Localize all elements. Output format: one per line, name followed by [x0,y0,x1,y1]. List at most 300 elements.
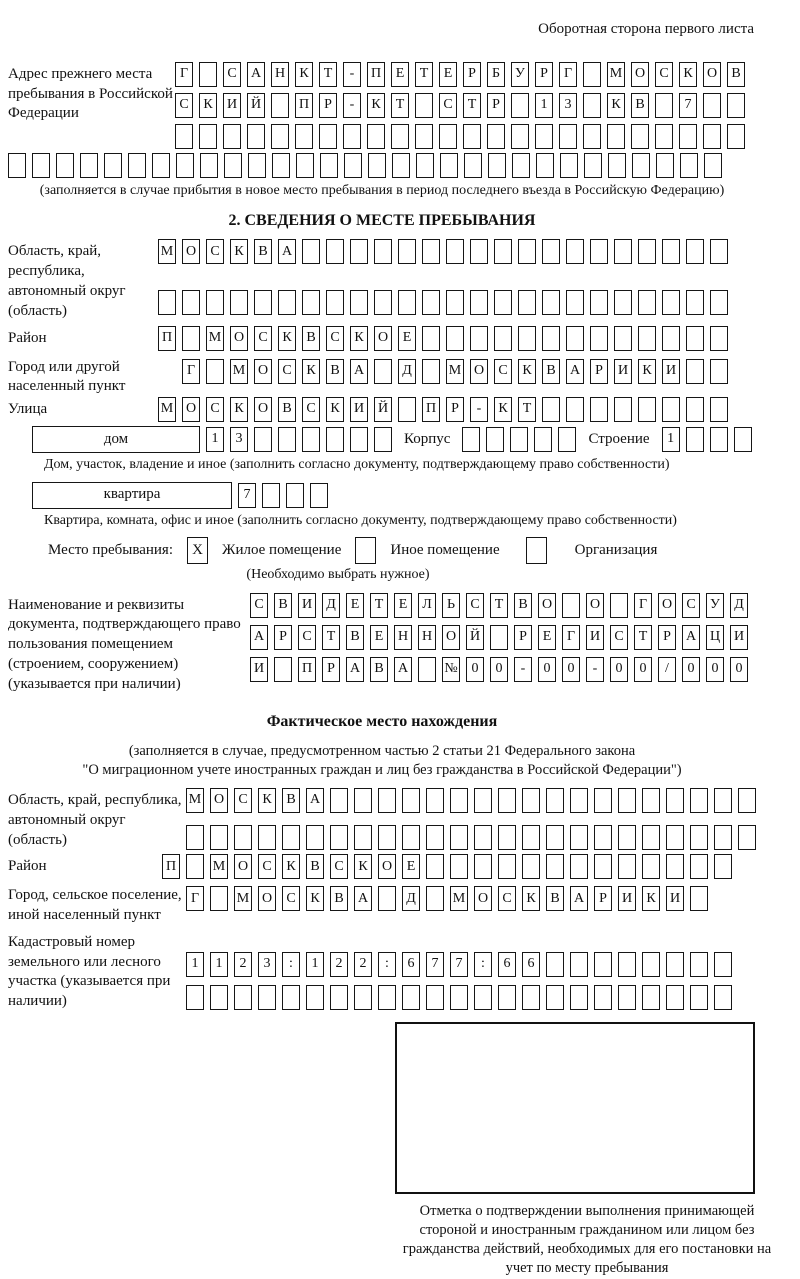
form-cell: Й [374,397,392,422]
form-cell [655,124,673,149]
form-cell: А [306,788,324,813]
form-cell [374,427,392,452]
form-cell [104,153,122,178]
form-cell [614,290,632,315]
form-cell: В [514,593,532,618]
form-cell: 6 [498,952,516,977]
form-cell [686,290,704,315]
form-cell: 7 [679,93,697,118]
form-cell [374,359,392,384]
form-cell [642,825,660,850]
form-cell [182,290,200,315]
form-cell [302,290,320,315]
form-cell: О [254,397,272,422]
form-cell [638,239,656,264]
form-cell: В [274,593,292,618]
form-cell: С [223,62,241,87]
form-cell [494,239,512,264]
form-cell [690,854,708,879]
form-cell: Т [415,62,433,87]
form-cell: С [326,326,344,351]
form-cell: В [370,657,388,682]
form-cell: Е [370,625,388,650]
document-row-1 [250,593,748,618]
form-cell [446,326,464,351]
form-cell: Д [402,886,420,911]
form-cell: М [607,62,625,87]
fact-city-field [8,883,756,926]
form-cell [642,985,660,1010]
apartment-cells [238,483,328,508]
actual-location-subtitle-2: "О миграционном учете иностранных граждан и лиц без гражданства в Российской Федерации") [82,761,682,778]
form-cell [474,985,492,1010]
form-cell [176,153,194,178]
form-cell [350,239,368,264]
form-cell [522,788,540,813]
form-cell: Д [730,593,748,618]
form-cell: А [350,359,368,384]
form-cell [536,153,554,178]
form-cell: А [570,886,588,911]
form-cell [522,854,540,879]
form-cell: Й [247,93,265,118]
form-cell: Н [418,625,436,650]
form-cell [330,985,348,1010]
form-cell: / [658,657,676,682]
form-cell: Р [463,62,481,87]
street-field [8,397,756,422]
form-cell [558,427,576,452]
region-row-1 [158,239,728,264]
form-cell: М [234,886,252,911]
form-cell: И [298,593,316,618]
form-cell: К [522,886,540,911]
form-cell: 2 [354,952,372,977]
form-cell: - [343,93,361,118]
form-cell [186,854,204,879]
form-cell [439,124,457,149]
form-cell [594,985,612,1010]
form-cell: Р [590,359,608,384]
form-cell: О [442,625,460,650]
form-cell [392,153,410,178]
form-cell: Р [487,93,505,118]
house-cells [206,427,392,452]
form-cell: К [306,886,324,911]
form-cell: С [206,239,224,264]
form-cell: О [378,854,396,879]
form-cell: У [706,593,724,618]
form-cell: М [450,886,468,911]
form-cell: П [367,62,385,87]
form-cell [330,788,348,813]
form-cell: К [199,93,217,118]
form-cell: С [494,359,512,384]
form-cell: 1 [186,952,204,977]
form-cell: Е [538,625,556,650]
form-cell [518,326,536,351]
form-cell [512,153,530,178]
form-cell: Е [439,62,457,87]
form-cell: В [727,62,745,87]
form-cell [490,625,508,650]
form-cell [522,985,540,1010]
form-cell [714,788,732,813]
form-cell [462,427,480,452]
form-cell [464,153,482,178]
form-cell [638,290,656,315]
form-cell: С [206,397,224,422]
form-cell [230,290,248,315]
form-cell: - [586,657,604,682]
form-cell [56,153,74,178]
prev-address-row-2 [175,93,745,118]
form-cell [378,825,396,850]
form-cell: А [354,886,372,911]
form-cell: И [250,657,268,682]
form-cell: 0 [562,657,580,682]
form-cell: М [446,359,464,384]
form-cell: И [223,93,241,118]
form-cell [398,239,416,264]
region-label: Область, край, республика, автономный округ (область) [8,243,126,319]
form-cell: И [618,886,636,911]
form-cell: Т [518,397,536,422]
form-cell: 0 [682,657,700,682]
form-cell [546,854,564,879]
form-cell [662,239,680,264]
form-cell: С [175,93,193,118]
fact-district-label: Район [8,858,47,875]
form-cell [474,825,492,850]
form-cell [254,427,272,452]
form-cell [158,290,176,315]
form-cell [594,825,612,850]
form-cell: И [666,886,684,911]
form-cell [727,124,745,149]
prev-address-label: Адрес прежнего места пребывания в Российской Федерации [8,65,173,122]
form-cell [734,427,752,452]
form-cell: К [258,788,276,813]
form-cell: П [298,657,316,682]
form-cell [402,788,420,813]
form-cell: В [302,326,320,351]
stay-type-row [48,537,756,564]
form-cell [510,427,528,452]
form-cell [642,854,660,879]
form-cell [210,825,228,850]
form-cell [542,326,560,351]
form-cell: К [367,93,385,118]
form-cell: О [374,326,392,351]
form-cell [679,124,697,149]
form-cell: О [470,359,488,384]
form-cell [583,124,601,149]
form-cell: С [466,593,484,618]
form-cell [446,290,464,315]
form-cell [426,854,444,879]
form-cell: - [343,62,361,87]
form-cell: 0 [490,657,508,682]
fact-region-field [8,788,756,850]
form-cell: А [278,239,296,264]
form-cell [686,239,704,264]
form-cell [422,359,440,384]
form-cell [486,427,504,452]
form-cell: - [514,657,532,682]
form-cell [703,93,721,118]
form-cell [590,239,608,264]
form-cell [498,985,516,1010]
form-cell: Г [186,886,204,911]
form-cell: 3 [258,952,276,977]
document-row-2 [250,625,748,650]
form-cell [402,825,420,850]
house-caption: Дом, участок, владение и иное (заполнить согласно документу, подтверждающему право собственности) [44,457,670,473]
form-cell [614,397,632,422]
form-cell: Р [514,625,532,650]
form-cell: К [607,93,625,118]
form-cell [450,854,468,879]
cadastral-row-2 [186,985,732,1010]
form-cell [415,124,433,149]
form-cell [618,985,636,1010]
form-cell [175,124,193,149]
form-cell: Д [398,359,416,384]
form-cell: Р [446,397,464,422]
form-cell: Ь [442,593,460,618]
form-cell: В [542,359,560,384]
form-cell: 7 [238,483,256,508]
form-cell: Е [394,593,412,618]
form-cell [710,397,728,422]
form-cell: К [638,359,656,384]
form-cell [474,788,492,813]
form-cell: : [378,952,396,977]
form-cell [590,326,608,351]
form-cell: Л [418,593,436,618]
form-cell [398,290,416,315]
form-cell [354,825,372,850]
stay-option-organization-checkbox [526,537,547,564]
section2-title: 2. СВЕДЕНИЯ О МЕСТЕ ПРЕБЫВАНИЯ [228,212,536,230]
house-type-box: дом [32,426,200,453]
form-cell [398,397,416,422]
form-cell: Е [346,593,364,618]
form-cell: К [494,397,512,422]
form-cell [378,788,396,813]
form-cell [560,153,578,178]
form-cell: С [498,886,516,911]
fact-district-field [8,854,756,879]
form-cell: К [518,359,536,384]
form-cell [662,290,680,315]
form-cell [590,290,608,315]
page-side-note: Оборотная сторона первого листа [538,21,754,37]
form-cell [511,124,529,149]
form-cell: № [442,657,460,682]
form-cell: 1 [306,952,324,977]
prev-address-row-4 [8,153,756,178]
form-cell: Т [634,625,652,650]
fact-region-row-2 [186,825,756,850]
form-cell [302,239,320,264]
form-cell: 2 [234,952,252,977]
form-cell [310,483,328,508]
form-cell: Г [559,62,577,87]
form-cell [470,326,488,351]
form-cell: : [474,952,492,977]
form-cell [374,239,392,264]
form-cell: С [655,62,673,87]
form-cell: О [258,886,276,911]
form-cell: С [330,854,348,879]
form-cell [210,886,228,911]
form-cell [727,93,745,118]
form-cell [206,290,224,315]
form-cell [415,93,433,118]
form-cell: П [158,326,176,351]
form-cell: 3 [230,427,248,452]
form-cell [426,886,444,911]
form-cell [738,788,756,813]
form-cell: П [162,854,180,879]
form-cell [714,854,732,879]
form-cell [450,788,468,813]
form-cell: 0 [610,657,628,682]
form-cell: Р [322,657,340,682]
form-cell: К [230,239,248,264]
form-cell: А [566,359,584,384]
form-cell: - [470,397,488,422]
form-cell [583,93,601,118]
form-cell [186,825,204,850]
form-cell [518,239,536,264]
form-cell [570,825,588,850]
form-cell [690,985,708,1010]
form-cell: Е [398,326,416,351]
form-cell: 1 [535,93,553,118]
form-cell: У [511,62,529,87]
form-cell [422,239,440,264]
form-cell: Р [535,62,553,87]
district-label: Район [8,329,47,346]
form-cell: А [247,62,265,87]
form-cell [570,985,588,1010]
stroenie-cells [662,427,752,452]
district-field [8,326,756,351]
form-cell [234,985,252,1010]
region-row-2 [158,290,728,315]
city-row [182,359,728,384]
form-cell [710,359,728,384]
form-cell: В [346,625,364,650]
form-cell: Р [594,886,612,911]
form-cell: В [631,93,649,118]
form-cell: С [234,788,252,813]
form-cell: С [439,93,457,118]
form-cell: 7 [426,952,444,977]
document-row-3 [250,657,748,682]
form-cell: О [210,788,228,813]
form-cell [470,239,488,264]
form-cell [470,290,488,315]
form-cell [128,153,146,178]
form-cell: Г [634,593,652,618]
prev-address-row-1 [175,62,745,87]
form-cell [343,124,361,149]
form-cell [182,326,200,351]
form-cell: 0 [730,657,748,682]
form-cell [498,854,516,879]
form-cell: О [538,593,556,618]
stay-type-note: (Необходимо выбрать нужное) [246,567,430,583]
form-cell [655,93,673,118]
form-cell [426,825,444,850]
form-cell [546,825,564,850]
form-cell: С [258,854,276,879]
form-cell: И [350,397,368,422]
form-cell [254,290,272,315]
form-cell [416,153,434,178]
form-cell: Ц [706,625,724,650]
stay-option-other-checkbox [355,537,376,564]
form-cell [199,124,217,149]
form-cell [426,985,444,1010]
form-cell: П [422,397,440,422]
form-cell [614,326,632,351]
form-cell [271,124,289,149]
form-cell [274,657,292,682]
form-cell [594,952,612,977]
form-cell [570,854,588,879]
form-cell [302,427,320,452]
form-cell [223,124,241,149]
form-cell: Б [487,62,505,87]
form-cell: М [210,854,228,879]
form-cell [402,985,420,1010]
street-row [158,397,728,422]
form-cell: К [278,326,296,351]
form-cell: Т [463,93,481,118]
form-cell [258,985,276,1010]
cadastral-label: Кадастровый номер земельного или лесного участка (указывается при наличии) [8,933,171,1010]
stay-type-label: Место пребывания: [48,541,173,558]
form-cell [350,290,368,315]
form-cell [262,483,280,508]
form-cell [378,985,396,1010]
form-cell: М [158,397,176,422]
city-field [8,355,756,398]
form-cell [463,124,481,149]
form-cell: Т [322,625,340,650]
fact-district-row [162,854,732,879]
form-cell [210,985,228,1010]
form-cell [690,886,708,911]
form-cell [583,62,601,87]
form-cell: О [474,886,492,911]
form-cell [487,124,505,149]
form-cell: : [282,952,300,977]
form-cell [710,427,728,452]
form-cell [542,239,560,264]
form-cell: В [278,397,296,422]
street-label: Улица [8,401,48,418]
form-cell: О [182,397,200,422]
form-cell [638,326,656,351]
form-cell [642,788,660,813]
form-cell [344,153,362,178]
